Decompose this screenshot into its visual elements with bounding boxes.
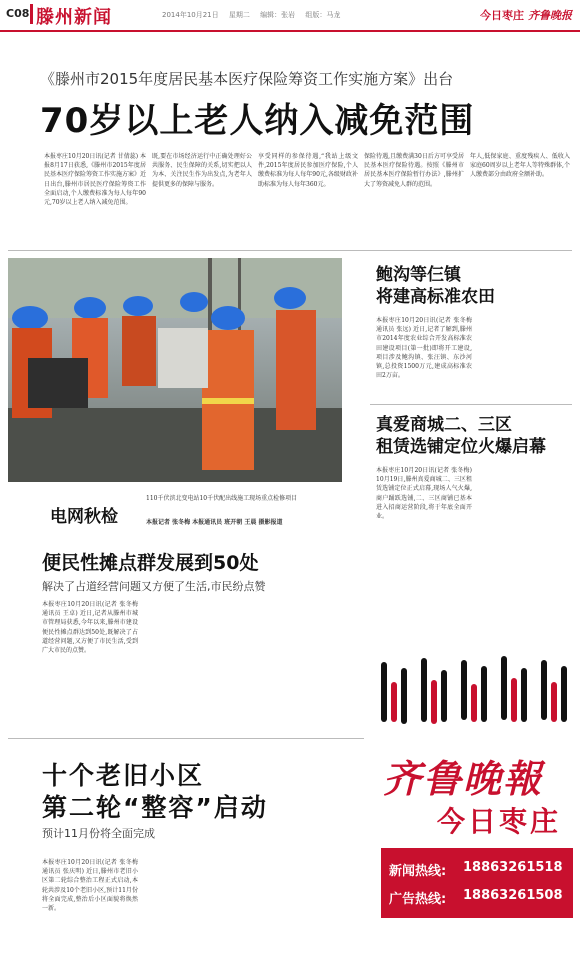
news-photo <box>8 258 342 482</box>
article5-subhead: 预计11月份将全面完成 <box>42 827 155 840</box>
photo-title: 电网秋检 <box>50 507 118 527</box>
article2-headline-2: 将建高标准农田 <box>376 287 495 307</box>
issue-editor: 编辑：张岩 <box>260 11 296 19</box>
page-number: C08 <box>6 7 30 20</box>
article2-col-2 <box>480 316 572 386</box>
article1-col-1: 本报枣庄10月20日讯(记者 甘倩蕊) 本报8月17日获悉,《滕州市2015年度居民基本医疗保险筹资工作实施方案》近日出台,滕州市居民医疗保险筹资工作全面启动,个人缴费标准为每人每年90元,70岁以上老人纳入减免范围。 <box>44 153 146 207</box>
ad-edition: 今日枣庄 <box>437 805 562 838</box>
section-title: 滕州新闻 <box>36 7 112 28</box>
workers-illustration <box>8 258 342 482</box>
divider <box>8 250 572 251</box>
brand-name: 齐鲁晚报 <box>528 9 572 22</box>
article4-headline: 便民性摊点群发展到50处 <box>42 552 259 574</box>
brand-edition: 今日枣庄 <box>480 9 524 22</box>
article5-headline-1: 十个老旧小区 <box>42 761 205 790</box>
telephone-icon <box>371 652 579 742</box>
article5-col-1: 本报枣庄10月20日讯(记者 张冬梅 通讯员 张庆明) 近日,滕州市老旧小区第二轮综合整治工程正式启动,本轮共涉及10个老旧小区,预计11月份将全面完成,整治后小区面貌将焕然一新。 <box>42 859 138 913</box>
issue-meta <box>162 10 348 20</box>
masthead <box>0 0 580 32</box>
photo-credit: 本报记者 张冬梅 本报通讯员 班开朝 王晨 摄影报道 <box>146 519 283 526</box>
photo-caption: 110千伏滨北变电站10千伏配出线施工现场重点检修项目 <box>146 495 298 502</box>
article4-col-3 <box>250 600 346 720</box>
issue-weekday: 星期二 <box>228 11 250 19</box>
article3-col-2 <box>480 466 572 636</box>
section-marker <box>30 4 33 24</box>
divider <box>370 404 572 405</box>
article4-col-1: 本报枣庄10月20日讯(记者 张冬梅 通讯员 王卓) 近日,记者从滕州市城市管理局获悉,今年以来,滕州市建设便民性摊点群达到50处,既解决了占道经营问题,又方便了市民生活,受到广大市民的点赞。 <box>42 601 138 655</box>
issue-designer: 组版：马龙 <box>305 11 341 19</box>
article2-col-1: 本报枣庄10月20日讯(记者 张冬梅 通讯员 张远) 近日,记者了解到,滕州市2014年度农业综合开发高标准农田建设项目(第一批)即将开工建设,项目涉及鲍沟镇、张汪镇、东沙河镇,总投资1500万元,建成高标准农田2万亩。 <box>376 317 472 380</box>
masthead-brand <box>480 7 572 23</box>
news-hotline-label: 新闻热线: <box>389 864 447 879</box>
article1-headline: 70岁以上老人纳入减免范围 <box>40 101 475 141</box>
article5-col-3 <box>250 858 362 970</box>
article5-col-2 <box>146 858 242 970</box>
article5-headline-2: 第二轮“整容”启动 <box>42 793 268 822</box>
hotline-box <box>381 848 573 918</box>
issue-date: 2014年10月21日 <box>162 11 219 19</box>
ad-hotline-label: 广告热线: <box>389 892 447 907</box>
article1-col-2: 既,要在市场经济运行中正确处理好公共服务、民生保障的关系,切实把以人为本、关注民生作为出发点,为老年人提供更多的保障与服务。 <box>152 153 252 188</box>
article1-col-5: 年人,低保家庭、重度残疾人、低收入家庭60周岁以上老年人等特殊群体,个人缴费部分由政府全额补助。 <box>470 153 570 179</box>
divider <box>8 738 364 739</box>
article2-headline-1: 鲍沟等仨镇 <box>376 265 461 285</box>
article4-subhead: 解决了占道经营问题又方便了生活,市民纷点赞 <box>42 580 266 593</box>
article1-col-3: 享受同样的参保待遇,“我站上级文件,2015年度居民参加医疗保险,个人缴费标准为每人每年90元,各级财政补助标准为每人每年360元。 <box>258 153 358 188</box>
newspaper-ad <box>371 652 579 972</box>
ad-hotline-number: 18863261508 <box>463 888 563 903</box>
article3-headline-2: 租赁选铺定位火爆启幕 <box>376 437 546 457</box>
article3-col-1: 本报枣庄10月20日讯(记者 张冬梅) 10月19日,滕州真爱商城二、三区租赁选铺定位正式启幕,现场人气火爆,商户踊跃选铺,二、三区商铺已基本进入招商运营阶段,将于年底全面开业。 <box>376 467 472 521</box>
article3-headline-1: 真爱商城二、三区 <box>376 415 512 435</box>
article1-col-4: 保险待遇,且缴费满30日后方可享受居民基本医疗保险待遇。按照《滕州市居民基本医疗保险暂行办法》,滕州扩大了筹资减免人群的范围。 <box>364 153 464 188</box>
article1-kicker: 《滕州市2015年度居民基本医疗保险筹资工作实施方案》出台 <box>40 70 454 88</box>
news-hotline-number: 18863261518 <box>463 860 563 875</box>
ad-brand: 齐鲁晚報 <box>383 756 544 801</box>
article4-col-2 <box>146 600 242 720</box>
